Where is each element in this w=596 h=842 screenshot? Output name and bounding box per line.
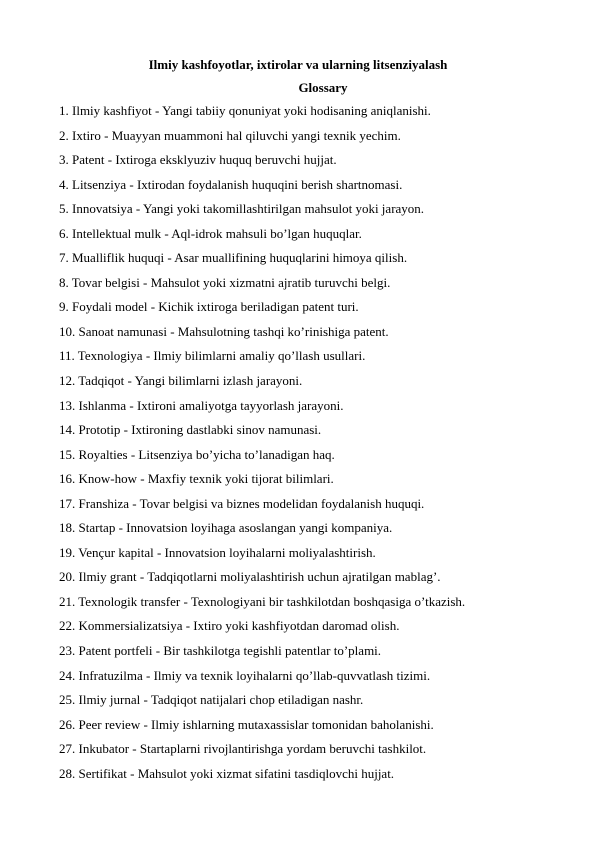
- glossary-item: 5. Innovatsiya - Yangi yoki takomillashtirilgan mahsulot yoki jarayon.: [59, 201, 425, 217]
- glossary-item: 10. Sanoat namunasi - Mahsulotning tashqi ko’rinishiga patent.: [59, 323, 389, 339]
- glossary-item: 14. Prototip - Ixtironing dastlabki sinov namunasi.: [59, 422, 322, 438]
- glossary-item: 9. Foydali model - Kichik ixtiroga beriladigan patent turi.: [59, 299, 359, 315]
- glossary-heading: Glossary: [298, 80, 348, 95]
- glossary-item: 8. Tovar belgisi - Mahsulot yoki xizmatni ajratib turuvchi belgi.: [59, 274, 391, 290]
- glossary-item: 27. Inkubator - Startaplarni rivojlantirishga yordam beruvchi tashkilot.: [59, 741, 427, 757]
- glossary-item: 17. Franshiza - Tovar belgisi va biznes modelidan foydalanish huquqi.: [59, 495, 425, 511]
- glossary-item: 6. Intellektual mulk - Aql-idrok mahsuli bo’lgan huquqlar.: [59, 225, 362, 241]
- glossary-item: 18. Startap - Innovatsion loyihaga asoslangan yangi kompaniya.: [59, 520, 393, 536]
- glossary-item: 11. Texnologiya - Ilmiy bilimlarni amaliy qo’llash usullari.: [59, 348, 366, 364]
- glossary-item: 2. Ixtiro - Muayyan muammoni hal qiluvchi yangi texnik yechim.: [59, 127, 401, 143]
- glossary-item: 12. Tadqiqot - Yangi bilimlarni izlash jarayoni.: [59, 373, 303, 389]
- glossary-item: 22. Kommersializatsiya - Ixtiro yoki kashfiyotdan daromad olish.: [59, 618, 400, 634]
- glossary-item: 19. Vençur kapital - Innovatsion loyihalarni moliyalashtirish.: [59, 544, 376, 560]
- glossary-item: 20. Ilmiy grant - Tadqiqotlarni moliyalashtirish uchun ajratilgan mablag’.: [59, 569, 441, 585]
- document-title: Ilmiy kashfoyotlar, ixtirolar va ularning litsenziyalash: [148, 57, 448, 72]
- glossary-item: 7. Mualliflik huquqi - Asar muallifining huquqlarini himoya qilish.: [59, 250, 408, 266]
- glossary-item: 26. Peer review - Ilmiy ishlarning mutaxassislar tomonidan baholanishi.: [59, 716, 434, 732]
- glossary-item: 28. Sertifikat - Mahsulot yoki xizmat sifatini tasdiqlovchi hujjat.: [59, 765, 395, 781]
- glossary-item: 3. Patent - Ixtiroga eksklyuziv huquq beruvchi hujjat.: [59, 152, 337, 168]
- glossary-item: 4. Litsenziya - Ixtirodan foydalanish huquqini berish shartnomasi.: [59, 176, 403, 192]
- glossary-item: 15. Royalties - Litsenziya bo’yicha to’lanadigan haq.: [59, 446, 335, 462]
- glossary-item: 24. Infratuzilma - Ilmiy va texnik loyihalarni qo’llab-quvvatlash tizimi.: [59, 667, 431, 683]
- glossary-item: 16. Know-how - Maxfiy texnik yoki tijorat bilimlari.: [59, 471, 334, 487]
- glossary-item: 1. Ilmiy kashfiyot - Yangi tabiiy qonuniyat yoki hodisaning aniqlanishi.: [59, 103, 431, 118]
- glossary-item: 13. Ishlanma - Ixtironi amaliyotga tayyorlash jarayoni.: [59, 397, 344, 413]
- glossary-item: 25. Ilmiy jurnal - Tadqiqot natijalari chop etiladigan nashr.: [59, 692, 364, 708]
- glossary-list: [59, 103, 559, 790]
- glossary-item: 23. Patent portfeli - Bir tashkilotga tegishli patentlar to’plami.: [59, 643, 382, 659]
- glossary-item: 21. Texnologik transfer - Texnologiyani bir tashkilotdan boshqasiga o’tkazish.: [59, 593, 466, 609]
